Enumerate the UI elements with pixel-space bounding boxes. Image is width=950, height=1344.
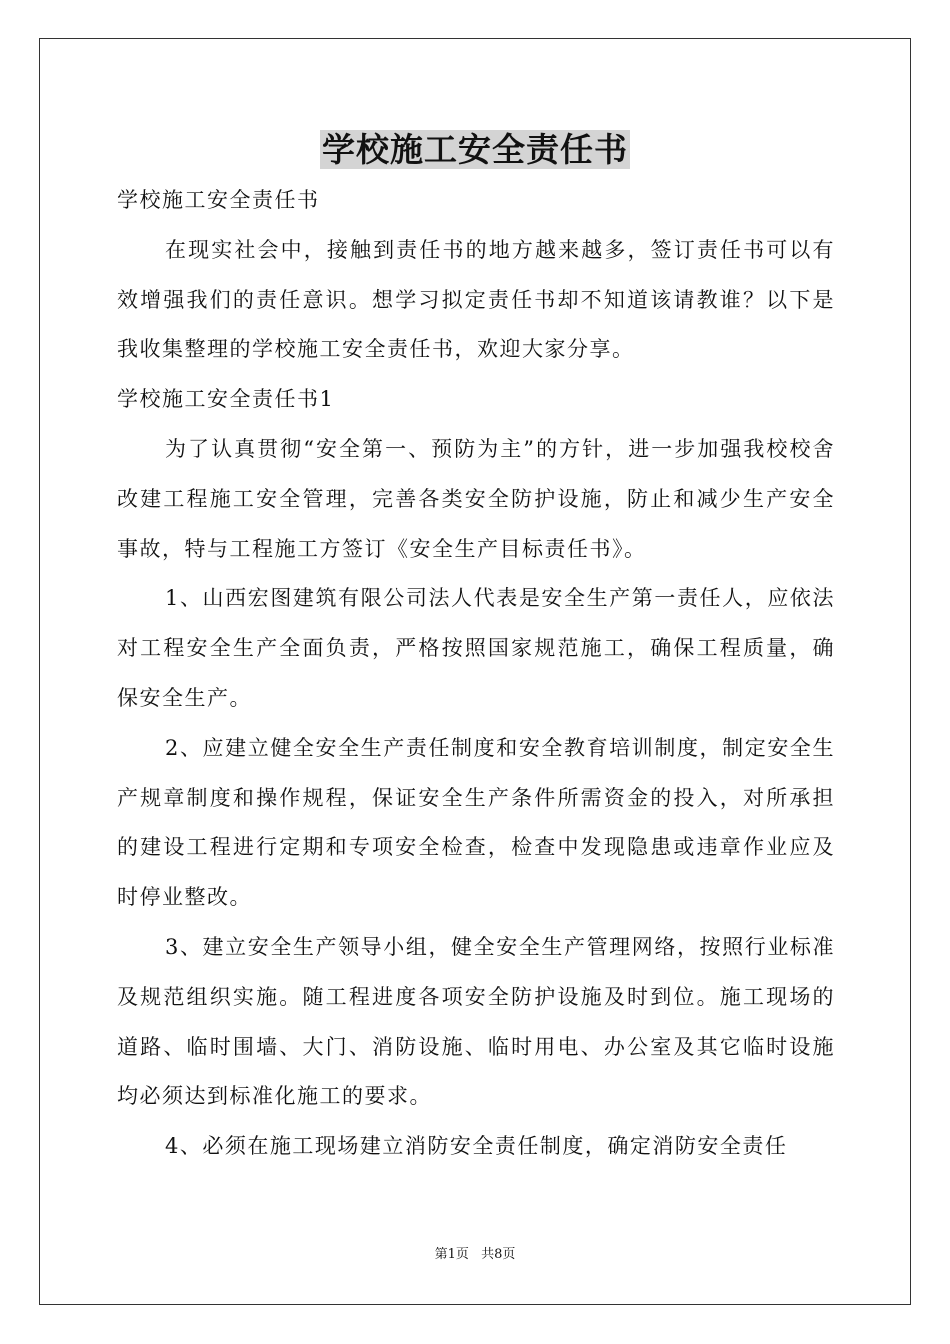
document-title-text: 学校施工安全责任书 (322, 130, 628, 169)
document-title (0, 128, 950, 172)
document-body (117, 176, 835, 1172)
page-footer (0, 1246, 950, 1264)
paragraph-item-2: 2、应建立健全安全生产责任制度和安全教育培训制度，制定安全生产规章制度和操作规程，保证安全生产条件所需资金的投入，对所承担的建设工程进行定期和专项安全检查，检查中发现隐患或违章作业应及时停业整改。 (117, 735, 835, 910)
paragraph-item-4: 4、必须在施工现场建立消防安全责任制度，确定消防安全责任 (165, 1134, 788, 1159)
paragraph-item-1: 1、山西宏图建筑有限公司法人代表是安全生产第一责任人，应依法对工程安全生产全面负责，严格按照国家规范施工，确保工程质量，确保安全生产。 (117, 586, 835, 710)
paragraph-subtitle: 学校施工安全责任书 (117, 188, 320, 212)
paragraph-section-heading: 学校施工安全责任书1 (117, 387, 335, 412)
paragraph-intro: 在现实社会中，接触到责任书的地方越来越多，签订责任书可以有效增强我们的责任意识。想学习拟定责任书却不知道该请教谁？以下是我收集整理的学校施工安全责任书，欢迎大家分享。 (117, 237, 835, 362)
page-number-current: 第1页 (434, 1247, 469, 1262)
paragraph-item-3: 3、建立安全生产领导小组，健全安全生产管理网络，按照行业标准及规范组织实施。随工程进度各项安全防护设施及时到位。施工现场的道路、临时围墙、大门、消防设施、临时用电、办公室及其它临时设施均必须达到标准化施工的要求。 (117, 934, 835, 1109)
page-number-total: 共8页 (481, 1247, 516, 1262)
paragraph-preamble: 为了认真贯彻“安全第一、预防为主”的方针，进一步加强我校校舍改建工程施工安全管理，完善各类安全防护设施，防止和减少生产安全事故，特与工程施工方签订《安全生产目标责任书》。 (117, 436, 835, 561)
